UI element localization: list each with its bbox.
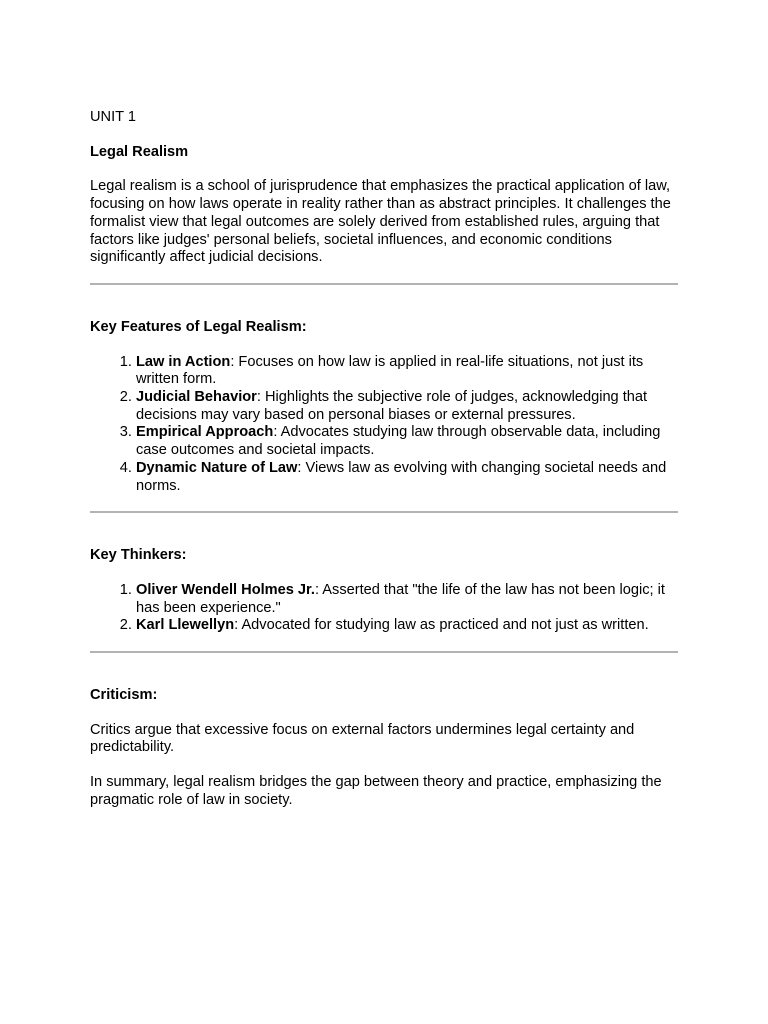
thinker-text: : Advocated for studying law as practiced and not just as written. [234,617,649,634]
section-divider [90,651,678,653]
thinker-name: Karl Llewellyn [136,617,235,634]
criticism-paragraph: Critics argue that excessive focus on external factors undermines legal certainty and predictability. [90,721,635,756]
feature-text: : Focuses on how law is applied in real-life situations, not just its written form. [136,353,644,388]
feature-text: : Highlights the subjective role of judges, acknowledging that decisions may vary based on personal biases or external pressures. [136,389,648,423]
list-item [136,460,678,495]
list-item [136,424,678,459]
section-divider [90,511,678,513]
feature-text: : Views law as evolving with changing societal needs and norms. [136,459,667,494]
summary-paragraph: In summary, legal realism bridges the gap between theory and practice, emphasizing the pragmatic role of law in society. [90,774,662,808]
feature-term: Dynamic Nature of Law [136,459,298,476]
document-page [90,109,678,810]
feature-term: Empirical Approach [136,424,274,441]
list-item [136,582,678,617]
feature-term: Judicial Behavior [136,389,257,406]
features-list [90,354,678,496]
thinkers-list [90,582,678,635]
unit-label: UNIT 1 [90,109,136,125]
list-item [136,354,678,389]
feature-term: Law in Action [136,353,231,370]
feature-text: : Advocates studying law through observable data, including case outcomes and societal impacts. [136,424,661,459]
document-title: Legal Realism [90,143,189,160]
features-heading: Key Features of Legal Realism: [90,318,307,335]
list-item [136,389,678,424]
section-divider [90,283,678,285]
thinkers-heading: Key Thinkers: [90,547,187,564]
criticism-heading: Criticism: [90,687,158,704]
thinker-text: : Asserted that "the life of the law has not been logic; it has been experience." [136,581,665,616]
thinker-name: Oliver Wendell Holmes Jr. [136,581,315,598]
list-item [136,617,678,635]
intro-paragraph: Legal realism is a school of jurisprudence that emphasizes the practical application of law, focusing on how laws operate in reality rather than as abstract principles. It challenges the formalist view that legal outcomes are solely derived from established rules, arguing that factors like judges' personal beliefs, societal influences, and economic conditions significantly affect judicial decisions. [90,178,671,266]
